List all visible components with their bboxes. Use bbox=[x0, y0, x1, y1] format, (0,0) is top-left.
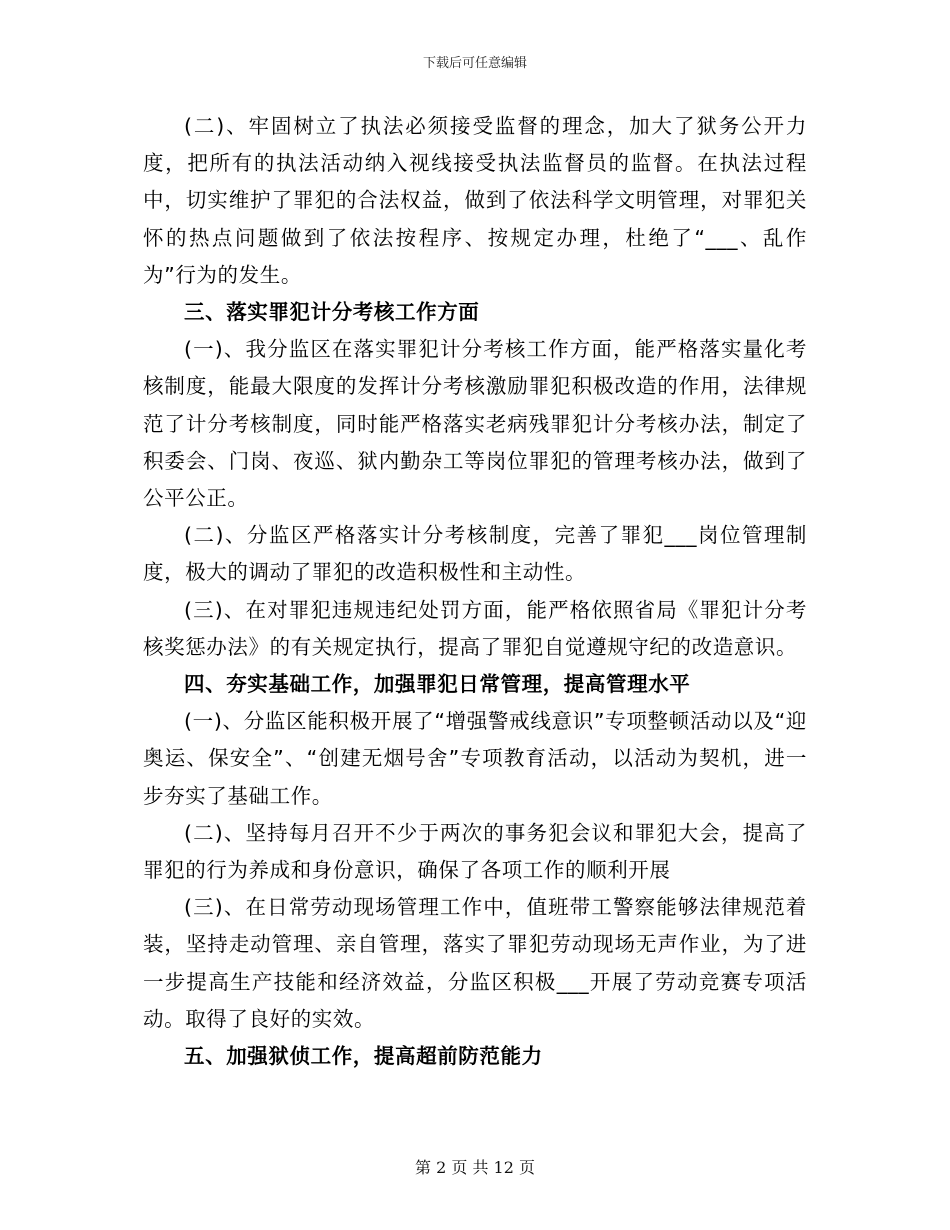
document-body bbox=[143, 108, 807, 1075]
page-footer: 第 2 页 共 12 页 bbox=[415, 1158, 535, 1177]
section-heading: 四、夯实基础工作，加强罪犯日常管理，提高管理水平 bbox=[184, 672, 691, 697]
paragraph: (三)、在日常劳动现场管理工作中，值班带工警察能够法律规范着装，坚持走动管理、亲自管理，落实了罪犯劳动现场无声作业，为了进一步提高生产技能和经济效益，分监区积极___开展了劳动竞赛专项活动。取得了良好的实效。 bbox=[143, 895, 807, 1031]
paragraph: (二)、分监区严格落实计分考核制度，完善了罪犯___岗位管理制度，极大的调动了罪犯的改造积极性和主动性。 bbox=[143, 523, 807, 585]
paragraph: (二)、牢固树立了执法必须接受监督的理念，加大了狱务公开力度，把所有的执法活动纳入视线接受执法监督员的监督。在执法过程中，切实维护了罪犯的合法权益，做到了依法科学文明管理，对罪犯关怀的热点问题做到了依法按程序、按规定办理，杜绝了“___、乱作为”行为的发生。 bbox=[143, 114, 807, 287]
section-heading: 五、加强狱侦工作，提高超前防范能力 bbox=[184, 1044, 543, 1069]
section-heading: 三、落实罪犯计分考核工作方面 bbox=[184, 300, 480, 325]
paragraph: (一)、分监区能积极开展了“增强警戒线意识”专项整顿活动以及“迎奥运、保安全”、“创建无烟号舍”专项教育活动，以活动为契机，进一步夯实了基础工作。 bbox=[143, 709, 807, 808]
paragraph: (二)、坚持每月召开不少于两次的事务犯会议和罪犯大会，提高了罪犯的行为养成和身份意识，确保了各项工作的顺利开展 bbox=[143, 820, 807, 883]
paragraph: (三)、在对罪犯违规违纪处罚方面，能严格依照省局《罪犯计分考核奖惩办法》的有关规定执行，提高了罪犯自觉遵规守纪的改造意识。 bbox=[143, 597, 807, 659]
page-header-note: 下载后可任意编辑 bbox=[422, 56, 527, 71]
paragraph: (一)、我分监区在落实罪犯计分考核工作方面，能严格落实量化考核制度，能最大限度的发挥计分考核激励罪犯积极改造的作用，法律规范了计分考核制度，同时能严格落实老病残罪犯计分考核办法，制定了积委会、门岗、夜巡、狱内勤杂工等岗位罪犯的管理考核办法，做到了公平公正。 bbox=[143, 337, 807, 511]
